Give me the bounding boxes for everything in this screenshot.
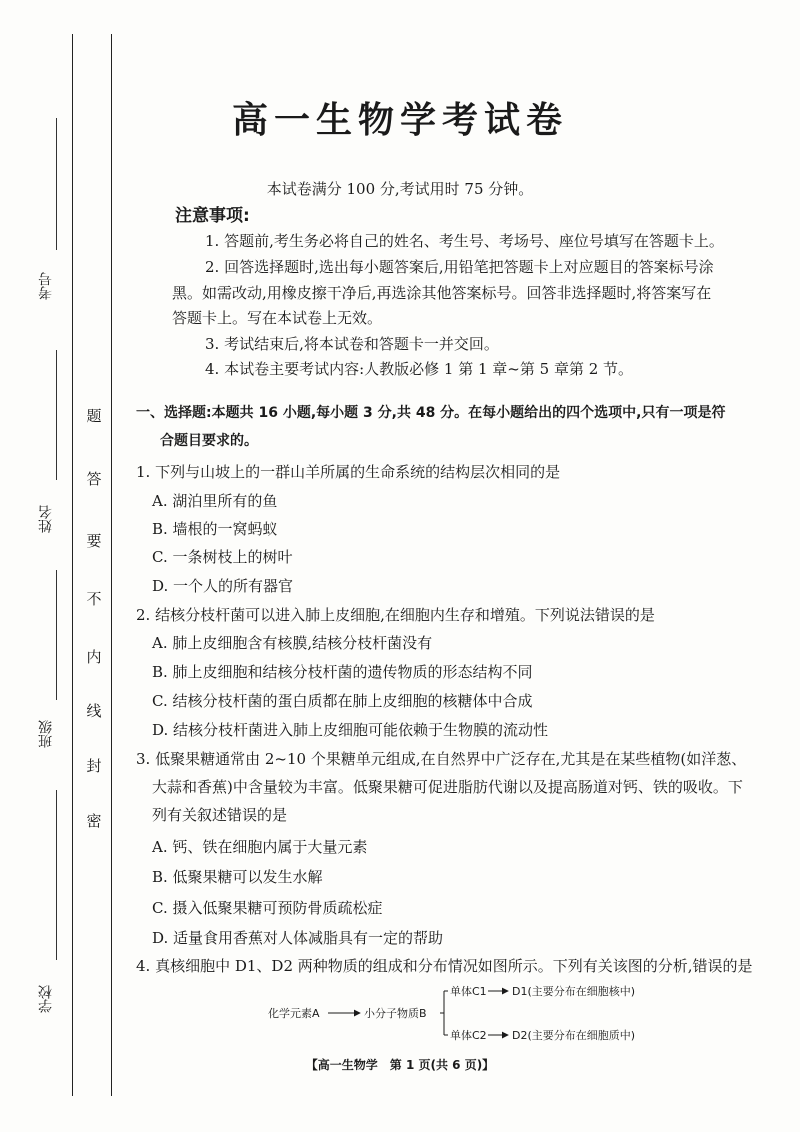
school-rule (56, 790, 57, 960)
seal-char: 封 (86, 757, 102, 775)
option: D. 结核分枝杆菌进入肺上皮细胞可能依赖于生物膜的流动性 (152, 721, 549, 739)
seal-char: 答 (86, 470, 102, 488)
notice-item: 2. 回答选择题时,选出每小题答案后,用铅笔把答题卡上对应题目的答案标号涂 (205, 258, 714, 276)
option: A. 肺上皮细胞含有核膜,结核分枝杆菌没有 (152, 634, 433, 652)
notice-item: 4. 本试卷主要考试内容:人教版必修 1 第 1 章~第 5 章第 2 节。 (205, 360, 634, 378)
option: C. 摄入低聚果糖可预防骨质疏松症 (152, 899, 383, 917)
element-a-label: 化学元素A (268, 1007, 320, 1020)
d2-label: D2(主要分布在细胞质中) (512, 1029, 636, 1042)
page-footer: 【高一生物学 第 1 页(共 6 页)】 (305, 1058, 495, 1072)
notice-item: 答题卡上。写在本试卷上无效。 (172, 309, 383, 327)
question-stem: 2. 结核分枝杆菌可以进入肺上皮细胞,在细胞内生存和增殖。下列说法错误的是 (136, 606, 655, 624)
notice-heading: 注意事项: (175, 206, 250, 226)
section-heading: 一、选择题:本题共 16 小题,每小题 3 分,共 48 分。在每小题给出的四个选项中,只有一项是符 (136, 405, 726, 421)
option: D. 适量食用香蕉对人体减脂具有一定的帮助 (152, 929, 444, 947)
seal-char: 内 (86, 648, 102, 666)
seal-char: 密 (86, 812, 102, 830)
d1-label: D1(主要分布在细胞核中) (512, 985, 636, 998)
option: C. 一条树枝上的树叶 (152, 548, 293, 566)
monomer-c2-label: 单体C2 (450, 1029, 487, 1042)
option: D. 一个人的所有器官 (152, 577, 294, 595)
composition-diagram (268, 982, 708, 1042)
class-label: 班级 (38, 720, 54, 748)
notice-item: 1. 答题前,考生务必将自己的姓名、考生号、考场号、座位号填写在答题卡上。 (205, 232, 724, 250)
seal-char: 要 (86, 532, 102, 550)
option: B. 低聚果糖可以发生水解 (152, 868, 323, 886)
section-heading: 合题目要求的。 (160, 433, 258, 449)
notice-item: 黑。如需改动,用橡皮擦干净后,再选涂其他答案标号。回答非选择题时,将答案写在 (172, 284, 712, 302)
monomer-c1-label: 单体C1 (450, 985, 487, 998)
question-stem: 1. 下列与山坡上的一群山羊所属的生命系统的结构层次相同的是 (136, 463, 561, 481)
branch-brace (440, 991, 448, 1035)
option: B. 墙根的一窝蚂蚁 (152, 520, 278, 538)
seal-char: 题 (86, 407, 102, 425)
seal-char: 线 (86, 702, 102, 720)
question-stem: 3. 低聚果糖通常由 2~10 个果糖单元组成,在自然界中广泛存在,尤其是在某些植物(如洋葱、 (136, 750, 747, 768)
school-label: 学校 (38, 985, 54, 1013)
exam-intro: 本试卷满分 100 分,考试用时 75 分钟。 (266, 180, 534, 198)
exam-no-label: 考号 (38, 272, 54, 300)
small-molecule-b-label: 小分子物质B (364, 1007, 427, 1020)
option: A. 湖泊里所有的鱼 (152, 492, 278, 510)
exam-title: 高一生物学考试卷 (231, 100, 568, 141)
notice-item: 3. 考试结束后,将本试卷和答题卡一并交回。 (205, 335, 499, 353)
name-label: 姓名 (38, 505, 54, 533)
option: A. 钙、铁在细胞内属于大量元素 (152, 838, 368, 856)
question-stem: 4. 真核细胞中 D1、D2 两种物质的组成和分布情况如图所示。下列有关该图的分析,错误的是 (136, 957, 753, 975)
name-rule (56, 350, 57, 480)
question-stem: 大蒜和香蕉)中含量较为丰富。低聚果糖可促进脂肪代谢以及提高肠道对钙、铁的吸收。下 (152, 778, 743, 796)
class-rule (56, 570, 57, 700)
seal-char: 不 (86, 590, 102, 608)
option: B. 肺上皮细胞和结核分枝杆菌的遗传物质的形态结构不同 (152, 663, 533, 681)
question-stem: 列有关叙述错误的是 (152, 806, 288, 824)
option: C. 结核分枝杆菌的蛋白质都在肺上皮细胞的核糖体中合成 (152, 692, 533, 710)
